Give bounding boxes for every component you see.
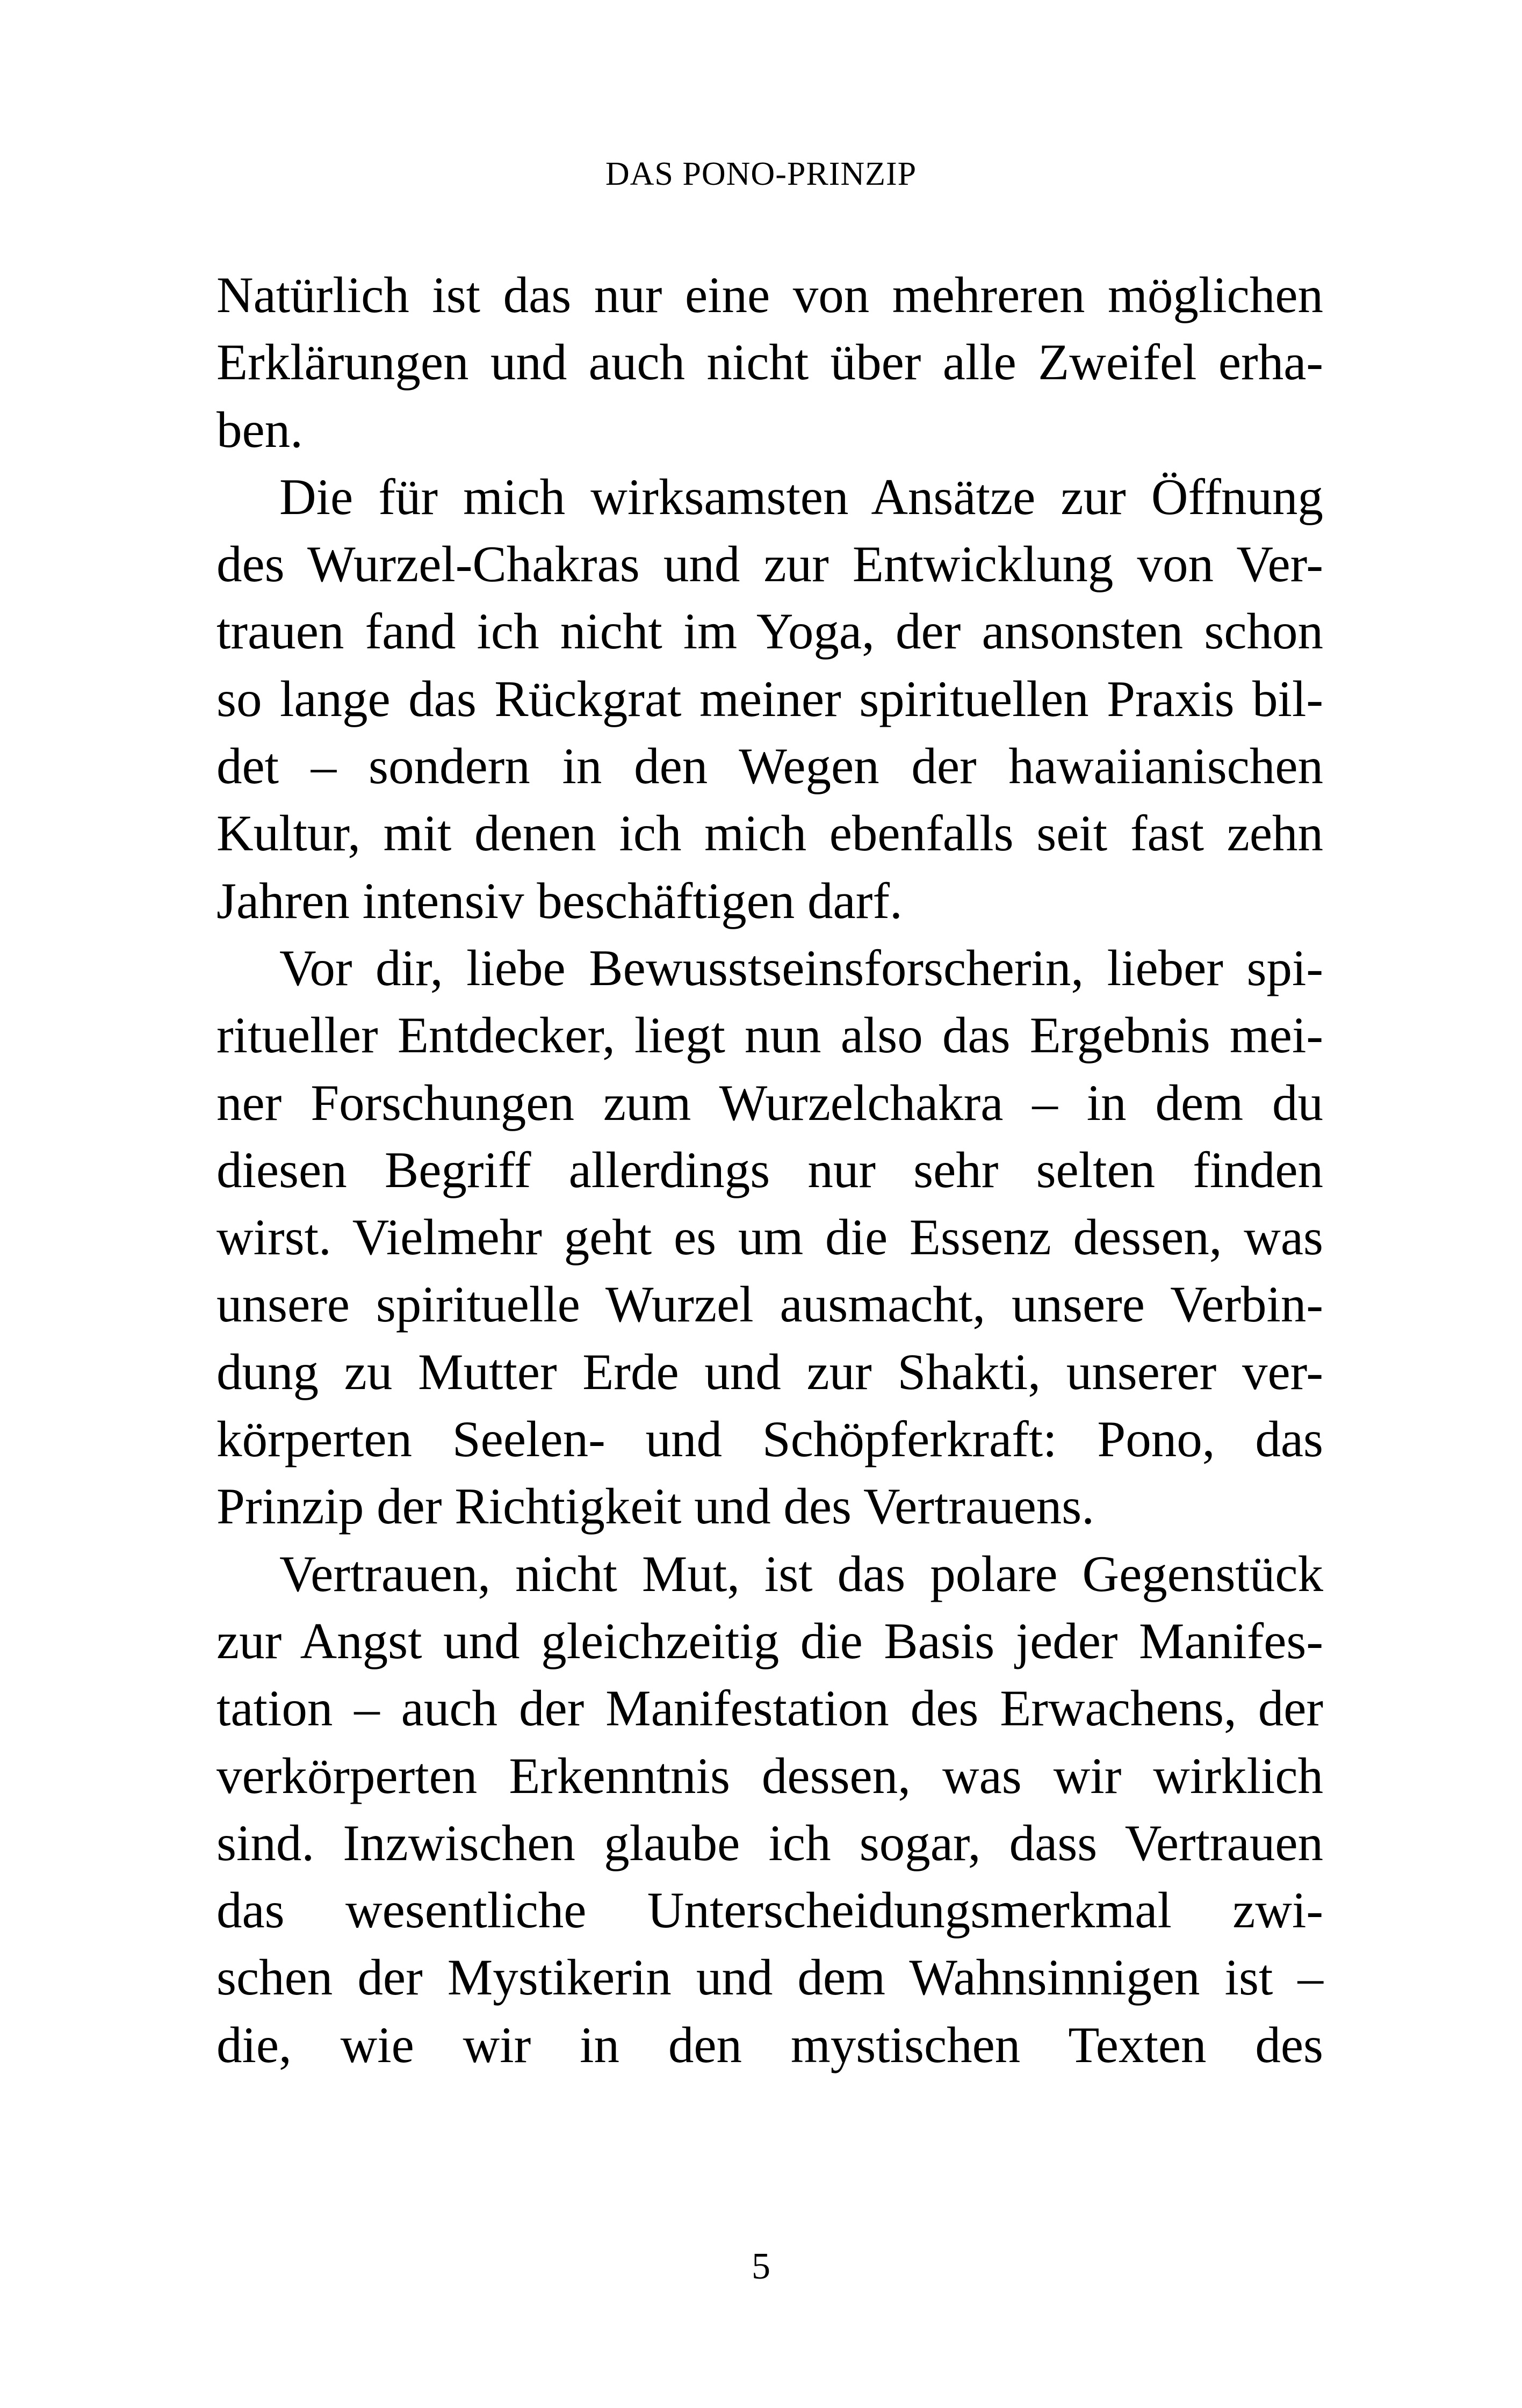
text-line: zur Angst und gleichzeitig die Basis jeder Manifes-: [217, 1612, 1323, 1669]
text-line: schen der Mystikerin und dem Wahnsinnigen ist –: [217, 1949, 1323, 2006]
text-line: dung zu Mutter Erde und zur Shakti, unserer ver-: [217, 1343, 1323, 1400]
text-line: Natürlich ist das nur eine von mehreren möglichen: [217, 266, 1323, 323]
page-number: 5: [752, 2246, 770, 2287]
text-line: körperten Seelen- und Schöpferkraft: Pono, das: [217, 1411, 1323, 1468]
text-line: so lange das Rückgrat meiner spirituellen Praxis bil-: [217, 670, 1323, 727]
text-line: Vertrauen, nicht Mut, ist das polare Gegenstück: [279, 1545, 1323, 1602]
text-line: det – sondern in den Wegen der hawaiianischen: [217, 737, 1323, 795]
text-line: Jahren intensiv beschäftigen darf.: [217, 872, 903, 929]
text-line: sind. Inzwischen glaube ich sogar, dass Vertrauen: [217, 1814, 1323, 1871]
text-line: ner Forschungen zum Wurzelchakra – in dem du: [217, 1074, 1323, 1131]
text-line: Kultur, mit denen ich mich ebenfalls seit fast zehn: [217, 805, 1323, 862]
text-line: Erklärungen und auch nicht über alle Zweifel erha-: [217, 334, 1323, 391]
text-line: Vor dir, liebe Bewusstseinsforscherin, lieber spi-: [279, 939, 1323, 996]
text-line: verkörperten Erkenntnis dessen, was wir wirklich: [217, 1747, 1323, 1804]
text-line: Prinzip der Richtigkeit und des Vertrauens.: [217, 1478, 1095, 1535]
text-line: tation – auch der Manifestation des Erwachens, der: [217, 1680, 1323, 1737]
text-line: diesen Begriff allerdings nur sehr selten finden: [217, 1141, 1323, 1198]
running-head: DAS PONO-PRINZIP: [605, 156, 917, 192]
text-line: wirst. Vielmehr geht es um die Essenz dessen, was: [217, 1209, 1323, 1266]
text-line: ritueller Entdecker, liegt nun also das Ergebnis mei-: [217, 1007, 1323, 1064]
text-line: die, wie wir in den mystischen Texten des: [217, 2016, 1323, 2073]
text-line: ben.: [217, 401, 303, 458]
text-line: unsere spirituelle Wurzel ausmacht, unsere Verbin-: [217, 1276, 1323, 1333]
text-line: das wesentliche Unterscheidungsmerkmal zwi-: [217, 1882, 1323, 1939]
text-line: des Wurzel-Chakras und zur Entwicklung von Ver-: [217, 536, 1323, 593]
text-line: trauen fand ich nicht im Yoga, der ansonsten schon: [217, 603, 1323, 660]
body-text: [217, 262, 1323, 2079]
text-line: Die für mich wirksamsten Ansätze zur Öffnung: [279, 468, 1323, 525]
